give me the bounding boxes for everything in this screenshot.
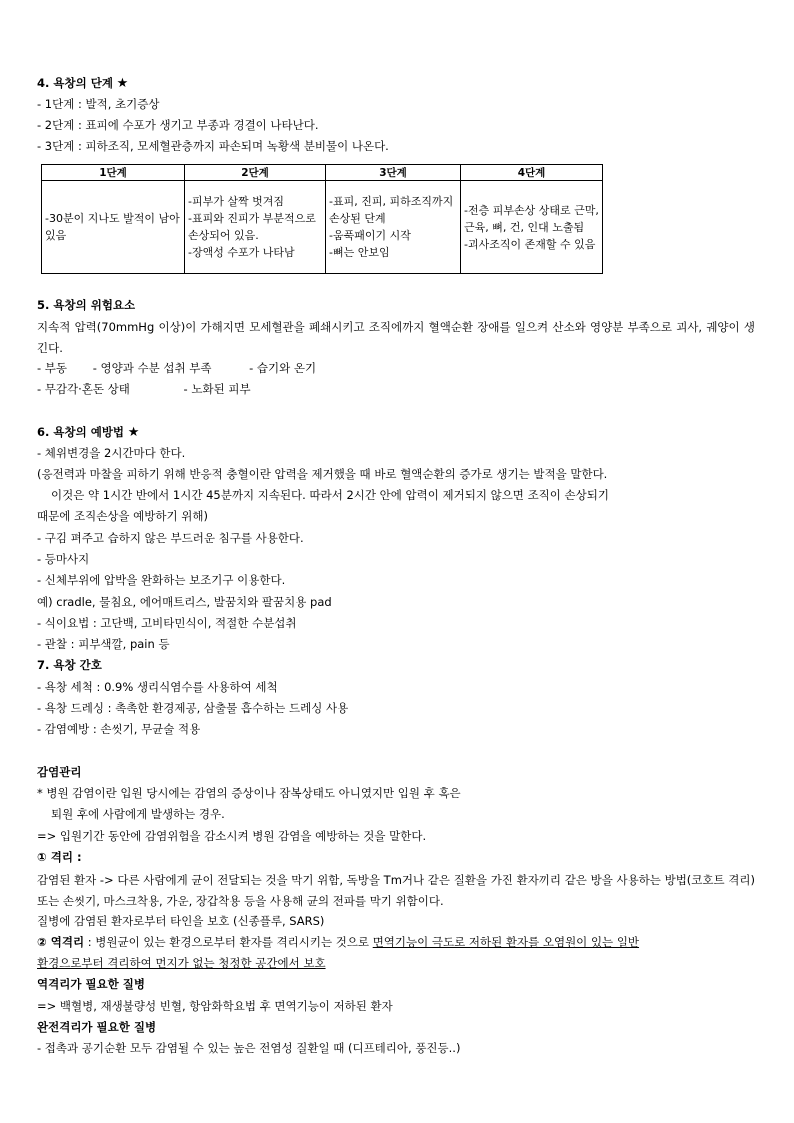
risk-item: - 습기와 온기 [249, 361, 317, 375]
stage-table-header-row [42, 165, 603, 181]
reverse-isolation-underlined: 면역기능이 극도로 저하된 환자를 오염원이 있는 일반 [372, 935, 640, 949]
section-5-title: 5. 욕창의 위험요소 [37, 298, 136, 312]
section-6-heading [37, 424, 139, 441]
prevent-line: - 체위변경을 2시간마다 한다. [37, 446, 186, 460]
reverse-disease-title: 역격리가 필요한 질병 [37, 977, 145, 991]
risk-row-2 [37, 381, 251, 397]
reverse-isolation-underlined: 환경으로부터 격리하여 먼지가 없는 청정한 공간에서 보호 [37, 956, 326, 970]
stage-table-header: 1단계 [42, 165, 185, 181]
stage-1-cell [42, 181, 185, 274]
prevent-paren-line: (응전력과 마찰을 피하기 위해 반응적 충혈이란 압력을 제거했을 때 바로 혈액순환의 증가로 생기는 발적을 말한다. [37, 467, 608, 481]
full-isolation-title: 완전격리가 필요한 질병 [37, 1020, 157, 1034]
risk-item: - 부동 [37, 361, 68, 375]
section-4-heading [37, 75, 128, 92]
star-icon: ★ [116, 76, 129, 91]
stage-3-cell [326, 181, 461, 274]
prevent-paren-line: 이것은 약 1시간 반에서 1시간 45분까지 지속된다. 따라서 2시간 안에 압력이 제거되지 않으면 조직이 손상되기 [51, 488, 609, 502]
stage-table-row [42, 181, 603, 274]
infection-def-line: => 입원기간 동안에 감염위험을 감소시켜 병원 감염을 예방하는 것을 말한다. [37, 829, 427, 843]
prevent-line: - 신체부위에 압박을 완화하는 보조기구 이용한다. [37, 573, 286, 587]
stage-table-header: 2단계 [185, 165, 326, 181]
section-6-title: 6. 욕창의 예방법 [37, 425, 125, 439]
cell-text: -전층 피부손상 상태로 근막, 근육, 뼈, 건, 인대 노출됨 [464, 203, 599, 234]
reverse-disease-body: => 백혈병, 재생불량성 빈혈, 항암화학요법 후 면역기능이 저하된 환자 [37, 999, 393, 1013]
risk-paragraph: 지속적 압력(70mmHg 이상)이 가해지면 모세혈관을 폐쇄시키고 조직에까지 혈액순환 장애를 일으켜 산소와 영양분 부족으로 괴사, 궤양이 생긴다. [37, 320, 755, 355]
prevent-line: - 등마사지 [37, 552, 90, 566]
full-isolation-body: - 접촉과 공기순환 모두 감염될 수 있는 높은 전염성 질환일 때 (디프테리아, 풍진등..) [37, 1041, 461, 1055]
risk-item: - 노화된 피부 [183, 382, 251, 396]
cell-text: -괴사조직이 존재할 수 있음 [464, 237, 596, 251]
cell-text: -30분이 지나도 발적이 남아있음 [45, 212, 180, 242]
cell-text: -피부가 살짝 벗겨짐 [188, 195, 284, 208]
prevent-line: - 관찰 : 피부색깔, pain 등 [37, 637, 170, 651]
reverse-isolation-text: : 병원균이 있는 환경으로부터 환자를 격리시키는 것으로 [84, 935, 373, 949]
care-line: - 감염예방 : 손씻기, 무균술 적용 [37, 722, 201, 736]
prevent-line: - 식이요법 : 고단백, 고비타민식이, 적절한 수분섭취 [37, 616, 297, 630]
care-line: - 욕창 드레싱 : 촉촉한 환경제공, 삼출물 흡수하는 드레싱 사용 [37, 701, 349, 715]
reverse-isolation-title: ② 역격리 [37, 935, 85, 949]
prevent-paren-line: 때문에 조직손상을 예방하기 위해) [37, 509, 208, 523]
infection-title: 감염관리 [37, 765, 82, 779]
stage-4-cell [461, 181, 603, 274]
section-7-title: 7. 욕창 간호 [37, 658, 102, 672]
infection-def-line: * 병원 감염이란 입원 당시에는 감염의 증상이나 잠복상태도 아니였지만 입원 후 혹은 [37, 786, 461, 800]
reverse-isolation-line [37, 934, 639, 950]
prevent-line: - 구김 펴주고 습하지 않은 부드러운 침구를 사용한다. [37, 531, 304, 545]
isolation-last-line: 질병에 감염된 환자로부터 타인을 보호 (신종플루, SARS) [37, 914, 325, 928]
prevent-line: 예) cradle, 물침요, 에어매트리스, 발꿈치와 팔꿈치용 pad [37, 595, 332, 609]
cell-text: -표피, 진피, 피하조직까지 손상된 단계 [329, 195, 454, 225]
stage-table-header: 3단계 [326, 165, 461, 181]
stage-table-header: 4단계 [461, 165, 603, 181]
infection-def-line: 퇴원 후에 사람에게 발생하는 경우. [51, 807, 225, 821]
care-line: - 욕창 세척 : 0.9% 생리식염수를 사용하여 세척 [37, 680, 278, 694]
risk-row-1 [37, 360, 316, 376]
cell-text: -움푹패이기 시작 [329, 229, 411, 242]
stage-1-line: - 1단계 : 발적, 초기증상 [37, 97, 160, 111]
isolation-body: 감염된 환자 -> 다른 사람에게 균이 전달되는 것을 막기 위함, 독방을 Tm거나 같은 질환을 가진 환자끼리 같은 방을 사용하는 방법(코호트 격리) 또는 손씻기, 마스크착용, 가운, 장갑착용 등을 사용해 균의 전파를 막기 위함이다. [37, 873, 755, 908]
cell-text: -뼈는 안보임 [329, 246, 390, 259]
stage-2-cell [185, 181, 326, 274]
stage-3-line: - 3단계 : 피하조직, 모세혈관층까지 파손되며 녹황색 분비물이 나온다. [37, 139, 389, 153]
cell-text: -장액성 수포가 나타남 [188, 246, 295, 259]
star-icon: ★ [127, 425, 140, 440]
stage-table [41, 164, 603, 274]
risk-item: - 영양과 수분 섭취 부족 [92, 361, 212, 375]
isolation-title: ① 격리 : [37, 850, 82, 864]
section-4-title: 4. 욕창의 단계 [37, 76, 113, 90]
stage-2-line: - 2단계 : 표피에 수포가 생기고 부종과 경결이 나타난다. [37, 118, 319, 132]
cell-text: -표피와 진피가 부분적으로 손상되어 있음. [188, 212, 316, 242]
risk-item: - 무감각·혼돈 상태 [37, 382, 130, 396]
